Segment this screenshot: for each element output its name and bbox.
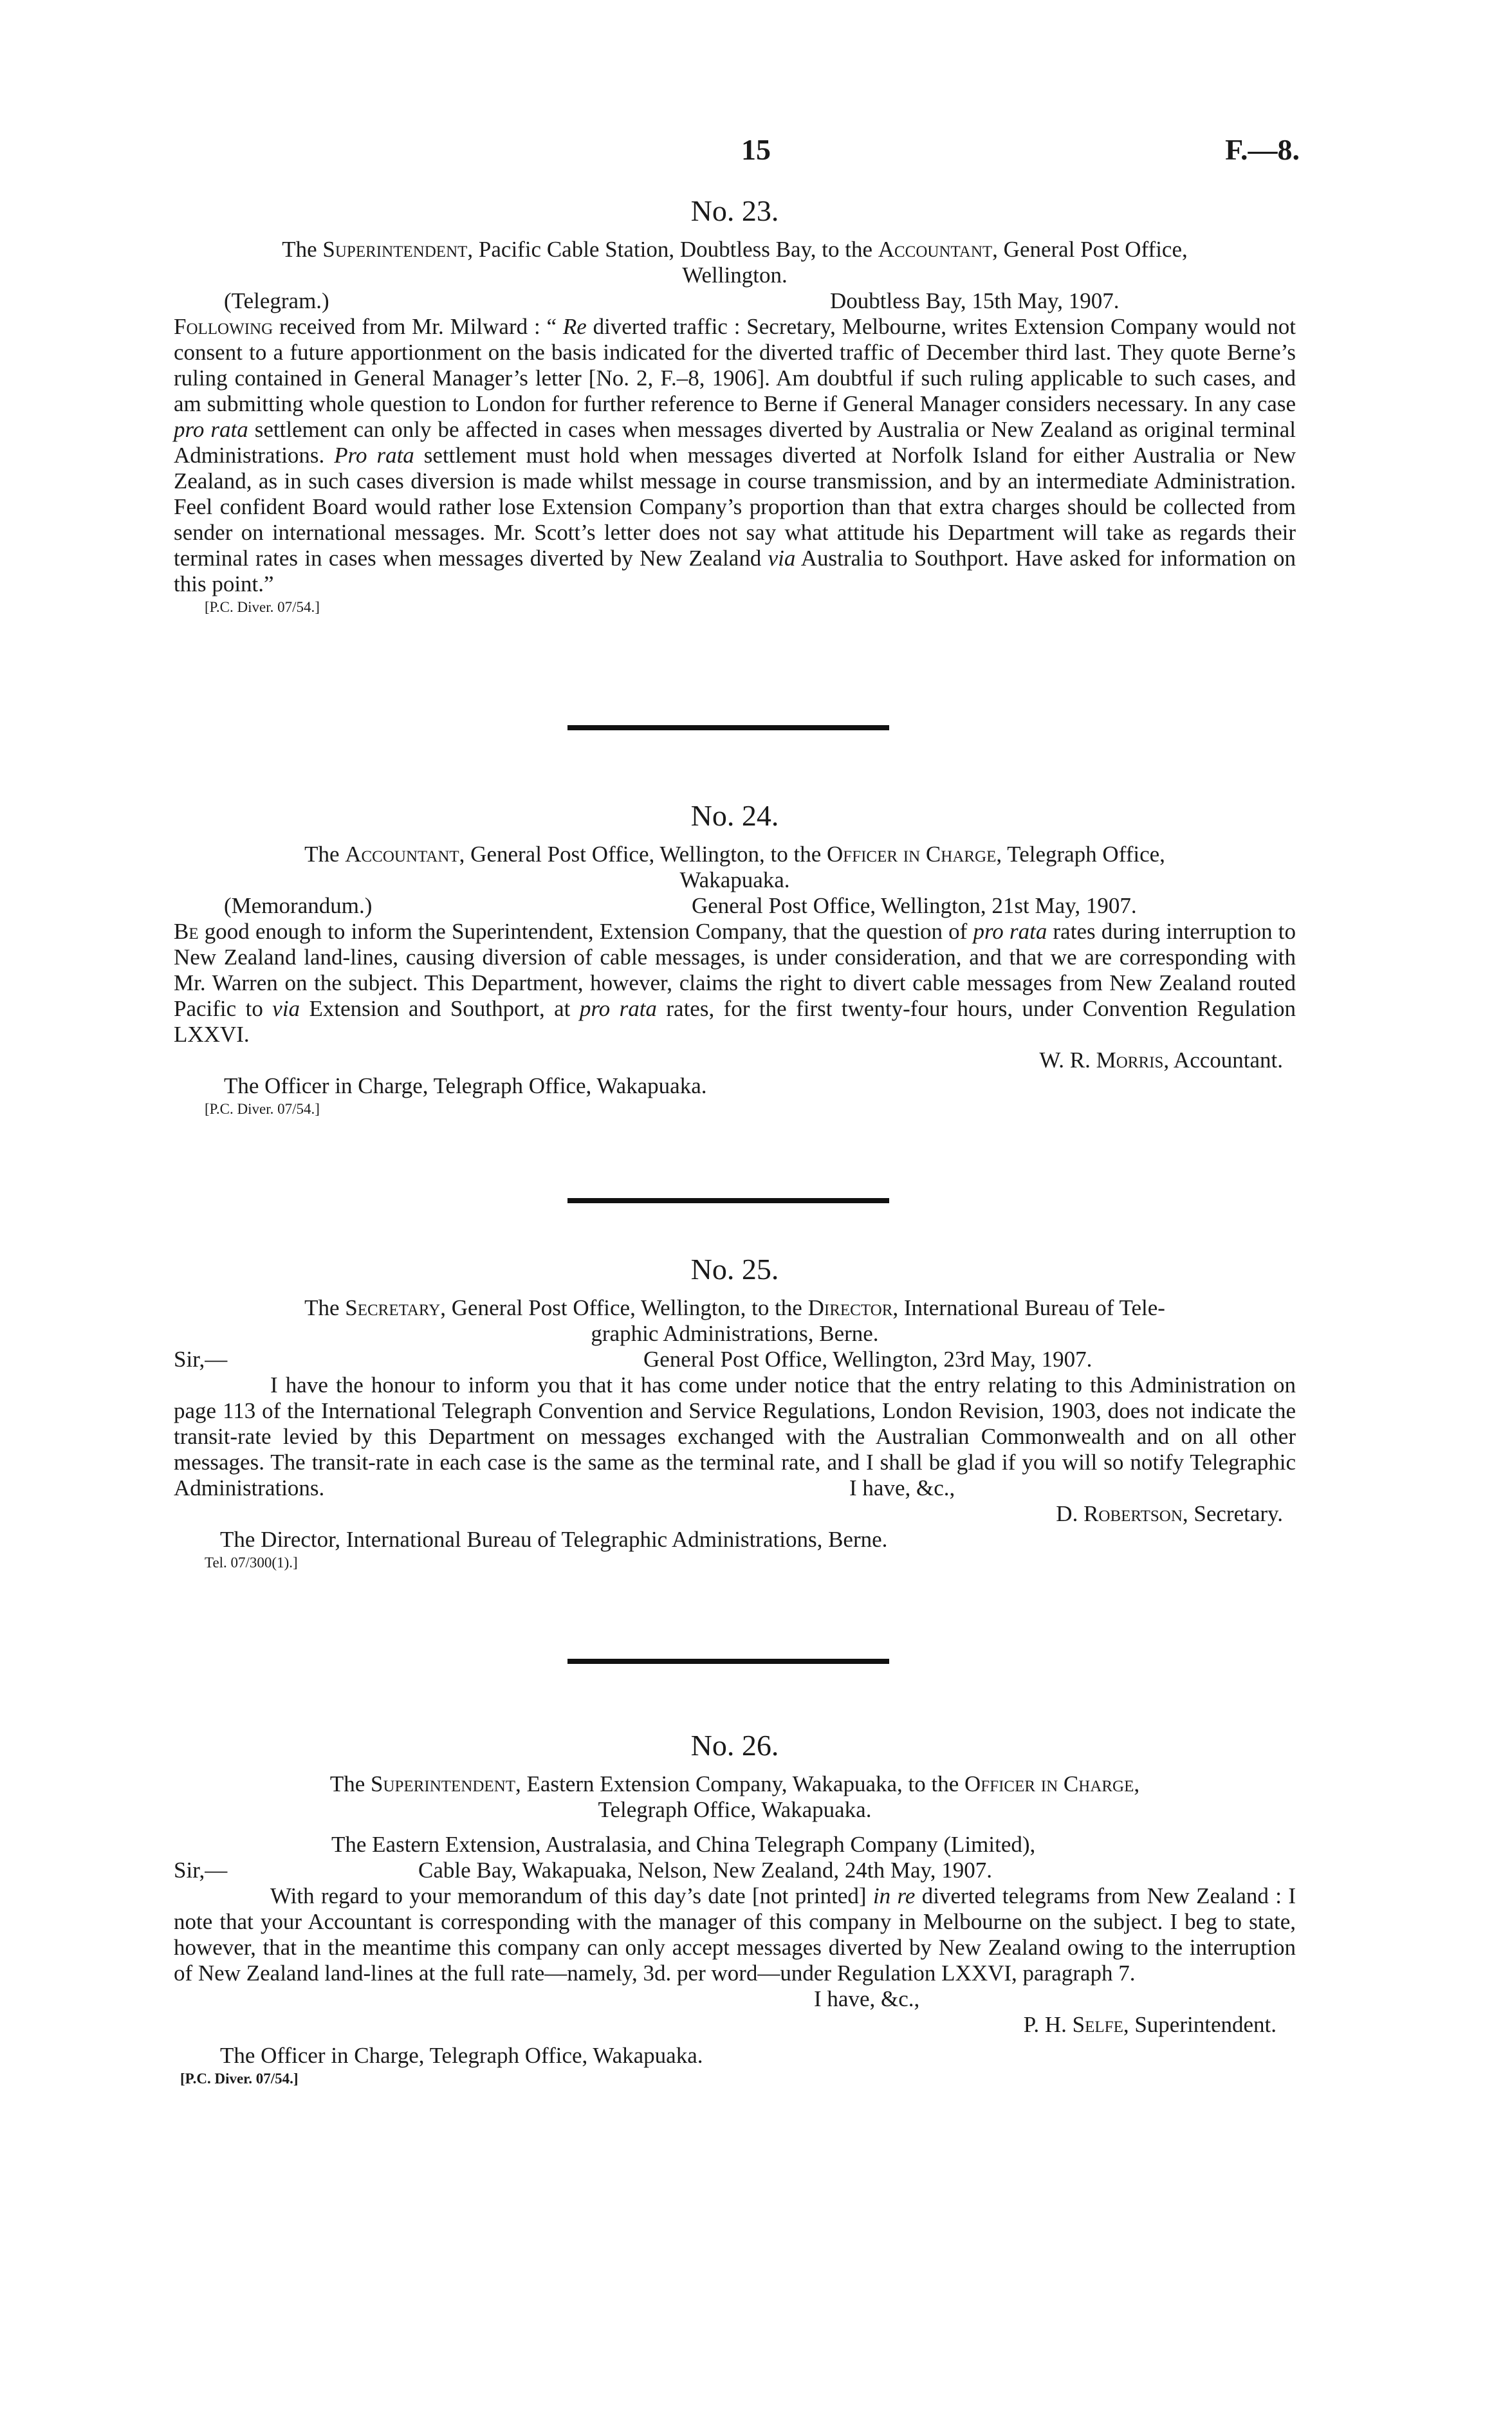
doc-kind: (Memorandum.) xyxy=(224,893,373,918)
doc-salutation-line xyxy=(174,1347,1296,1372)
doc-number: No. 25. xyxy=(690,1253,779,1286)
doc-reference: [P.C. Diver. 07/54.] xyxy=(180,2071,299,2087)
doc-closing-line xyxy=(174,1475,1296,1527)
document-no25 xyxy=(174,1251,1296,1573)
doc-reference: Tel. 07/300(1).] xyxy=(205,1555,298,1571)
doc-heading: The Superintendent, Pacific Cable Station, Doubtless Bay, to the Accountant, General Post Office, Wellington. xyxy=(282,237,1188,288)
doc-signature: P. H. Selfe, Superintendent. xyxy=(1023,2012,1277,2037)
doc-dateline: Doubtless Bay, 15th May, 1907. xyxy=(830,288,1120,313)
section-divider xyxy=(567,1198,889,1203)
doc-dateline: General Post Office, Wellington, 23rd May, 1907. xyxy=(643,1347,1093,1372)
doc-address: The Eastern Extension, Australasia, and China Telegraph Company (Limited), xyxy=(331,1832,1036,1857)
doc-signature: W. R. Morris, Accountant. xyxy=(1039,1048,1283,1073)
doc-heading: The Accountant, General Post Office, Wellington, to the Officer in Charge, Telegraph Office, Wakapuaka. xyxy=(304,842,1165,892)
doc-kind: (Telegram.) xyxy=(224,288,329,313)
doc-number: No. 26. xyxy=(690,1729,779,1762)
doc-body: Following received from Mr. Milward : “ Re diverted traffic : Secretary, Melbourne, writes Extension Company would not consent to a future apportionment on the basis indicated for the diverted traffic of December third last. They quote Berne’s ruling contained in General Manager’s letter [No. 2, F.–8, 1906]. Am doubtful if such ruling applicable to such cases, and am submitting whole question to London for further reference to Berne if General Manager considers necessary. In any case pro rata settlement can only be affected in cases when messages diverted by Australia or New Zealand as original terminal Administrations. Pro rata settlement must hold when messages diverted at Norfolk Island for either Australia or New Zealand, as in such cases diversion is made whilst message in course transmission, and by an intermediate Administration. Feel confident Board would rather lose Extension Company’s proportion than that extra charges should be collected from sender on international messages. Mr. Scott’s letter does not say what attitude his Department will take as regards their terminal rates in cases when messages diverted by New Zealand via Australia to Southport. Have asked for information on this point.” xyxy=(174,314,1296,596)
doc-body: Be good enough to inform the Superintendent, Extension Company, that the question of pro rata rates during interruption to New Zealand land-lines, causing diversion of cable messages, is under consideration, and that we are corresponding with Mr. Warren on the subject. This Department, however, claims the right to divert cable messages from New Zealand routed Pacific to via Extension and Southport, at pro rata rates, for the first twenty-four hours, under Convention Regulation LXXVI. xyxy=(174,919,1296,1047)
document-no23 xyxy=(174,193,1296,618)
doc-addressee: The Officer in Charge, Telegraph Office, Wakapuaka. xyxy=(220,2043,703,2068)
doc-salutation: Sir,— xyxy=(174,1347,228,1372)
section-divider xyxy=(567,1659,889,1664)
doc-dateline: Cable Bay, Wakapuaka, Nelson, New Zealand, 24th May, 1907. xyxy=(418,1858,993,1883)
doc-number: No. 24. xyxy=(690,799,779,832)
doc-kind-line xyxy=(174,288,1296,314)
doc-addressee: The Director, International Bureau of Telegraphic Administrations, Berne. xyxy=(220,1527,888,1552)
section-divider xyxy=(567,725,889,730)
doc-reference: [P.C. Diver. 07/54.] xyxy=(205,599,320,615)
doc-body: With regard to your memorandum of this day’s date [not printed] in re diverted telegrams from New Zealand : I note that your Accountant is corresponding with the manager of this company in Melbourne on the subject. I beg to state, however, that in the meantime this company can only accept messages diverted by New Zealand owing to the interruption of New Zealand land-lines at the full rate—namely, 3d. per word—under Regulation LXXVI, paragraph 7. xyxy=(174,1883,1296,1986)
doc-addressee: The Officer in Charge, Telegraph Office, Wakapuaka. xyxy=(224,1073,707,1098)
page-number: 15 xyxy=(741,133,771,166)
doc-reference: [P.C. Diver. 07/54.] xyxy=(205,1101,320,1117)
doc-heading: The Secretary, General Post Office, Wellington, to the Director, International Bureau of Tele- graphic Administrations, Berne. xyxy=(304,1295,1165,1346)
doc-closing: I have, &c., xyxy=(849,1475,955,1500)
document-no24 xyxy=(174,798,1296,1120)
document-no26 xyxy=(174,1728,1296,2089)
doc-body: I have the honour to inform you that it has come under notice that the entry relating to this Administration on page 113 of the International Telegraph Convention and Service Regulations, London Revision, 1903, does not indicate the transit-rate levied by this Department on messages exchanged with the Australian Commonwealth and on all other messages. The transit-rate in each case is the same as the terminal rate, and I shall be glad if you will so notify Telegraphic Administrations. xyxy=(174,1372,1296,1500)
doc-closing: I have, &c., xyxy=(814,1986,920,2011)
doc-heading: The Superintendent, Eastern Extension Company, Wakapuaka, to the Officer in Charge, Telegraph Office, Wakapuaka. xyxy=(329,1771,1140,1822)
doc-number: No. 23. xyxy=(690,194,779,227)
doc-salutation: Sir,— xyxy=(174,1858,228,1883)
doc-closing-line xyxy=(174,1986,1296,2012)
doc-salutation-line xyxy=(174,1858,1296,1883)
doc-signature: D. Robertson, Secretary. xyxy=(1056,1501,1283,1526)
doc-dateline: General Post Office, Wellington, 21st May, 1907. xyxy=(692,893,1137,918)
doc-address-line xyxy=(174,1832,1296,1858)
series-number: F.—8. xyxy=(1225,133,1300,166)
doc-kind-line xyxy=(174,893,1296,919)
